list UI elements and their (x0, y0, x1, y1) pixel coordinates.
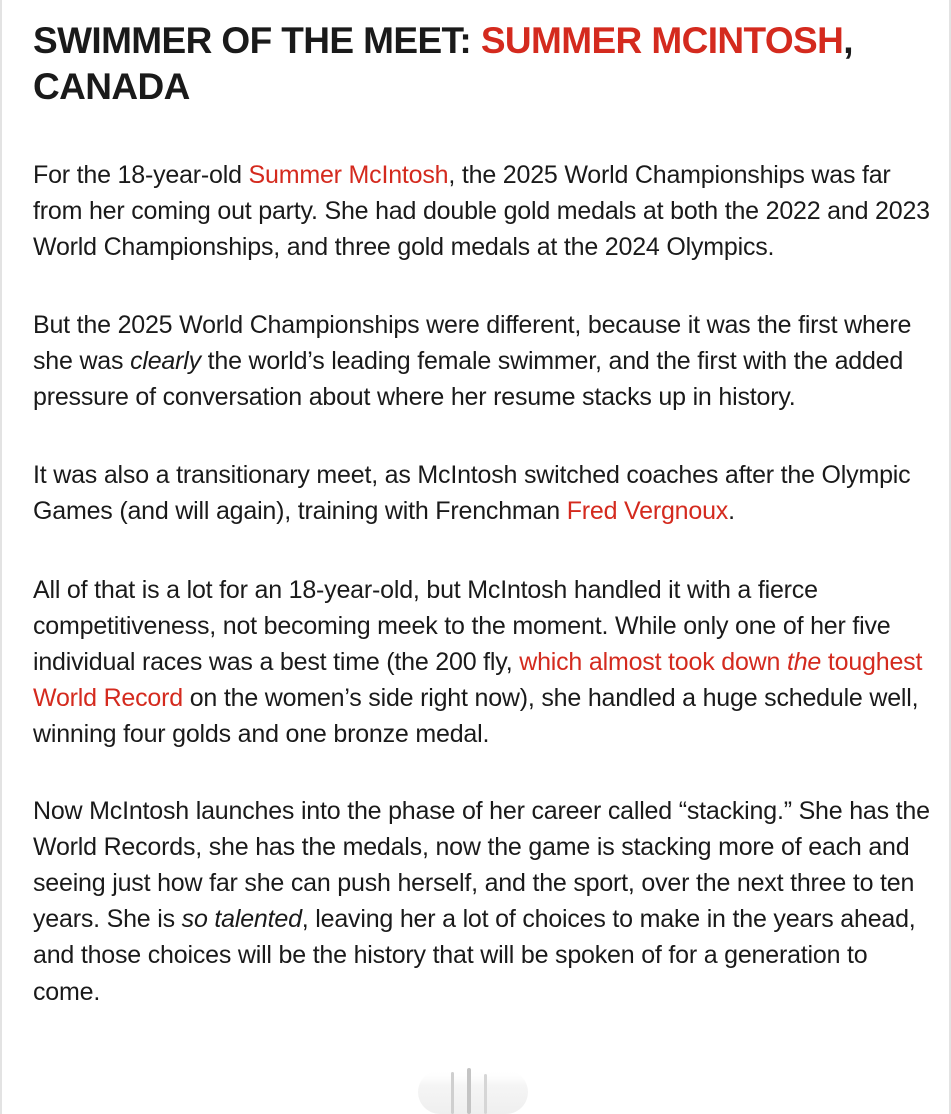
headline-country: CANADA (33, 66, 190, 107)
paragraph-1-text-a: For the 18-year-old (33, 161, 249, 189)
paragraph-3-text-b: . (728, 497, 735, 526)
headline-suffix: , (843, 20, 853, 61)
world-record-link-text-b: toughest World Record (33, 648, 923, 713)
world-record-link-emphasis: the (786, 648, 822, 677)
paragraph-1-text-b: , the 2025 World Championships was far from her coming out party. She had double gold medals at both the 2022 and 2023 World Championships, and three gold medals at the 2024 Olympics. (33, 161, 930, 262)
paragraph-5 (33, 793, 935, 1010)
watermark-icon (418, 1062, 528, 1114)
fred-vergnoux-link[interactable]: Fred Vergnoux (566, 497, 729, 526)
paragraph-3-text-a: It was also a transitionary meet, as McIntosh switched coaches after the Olympic Games (and will again), training with Frenchman (33, 461, 911, 526)
paragraph-4-text-b: on the women’s side right now), she handled a huge schedule well, winning four golds and one bronze medal. (33, 684, 919, 749)
headline-swimmer-name: SUMMER MCINTOSH (480, 20, 844, 61)
paragraph-1 (33, 157, 935, 266)
paragraph-2-text-a: But the 2025 World Championships were different, because it was the first where she was (33, 310, 912, 375)
emphasis-clearly: clearly (130, 346, 201, 375)
paragraph-4-text-a: All of that is a lot for an 18-year-old, but McIntosh handled it with a fierce competitiveness, not becoming meek to the moment. While only one of her five individual races was a best time (the 200 fly, (33, 575, 891, 677)
summer-mcintosh-link[interactable]: Summer McIntosh (248, 161, 449, 189)
page-frame-left (0, 0, 2, 1114)
article (33, 18, 935, 1010)
paragraph-2-text-b: the world’s leading female swimmer, and the first with the added pressure of conversation about where her resume stacks up in history. (33, 346, 904, 412)
emphasis-so-talented: so talented (181, 905, 302, 934)
headline-prefix: SWIMMER OF THE MEET: (33, 20, 481, 61)
paragraph-5-text-b: , leaving her a lot of choices to make in the years ahead, and those choices will be the history that will be spoken of for a generation to come. (33, 905, 916, 1006)
paragraph-4 (33, 572, 935, 753)
paragraph-5-text-a: Now McIntosh launches into the phase of her career called “stacking.” She has the World Records, she has the medals, now the game is stacking more of each and seeing just how far she can push herself, and the sport, over the next three to ten years. She is (33, 796, 930, 934)
world-record-link-text-a: which almost took down (519, 648, 787, 677)
paragraph-2 (33, 307, 935, 416)
article-headline (33, 18, 935, 110)
paragraph-3 (33, 457, 935, 529)
